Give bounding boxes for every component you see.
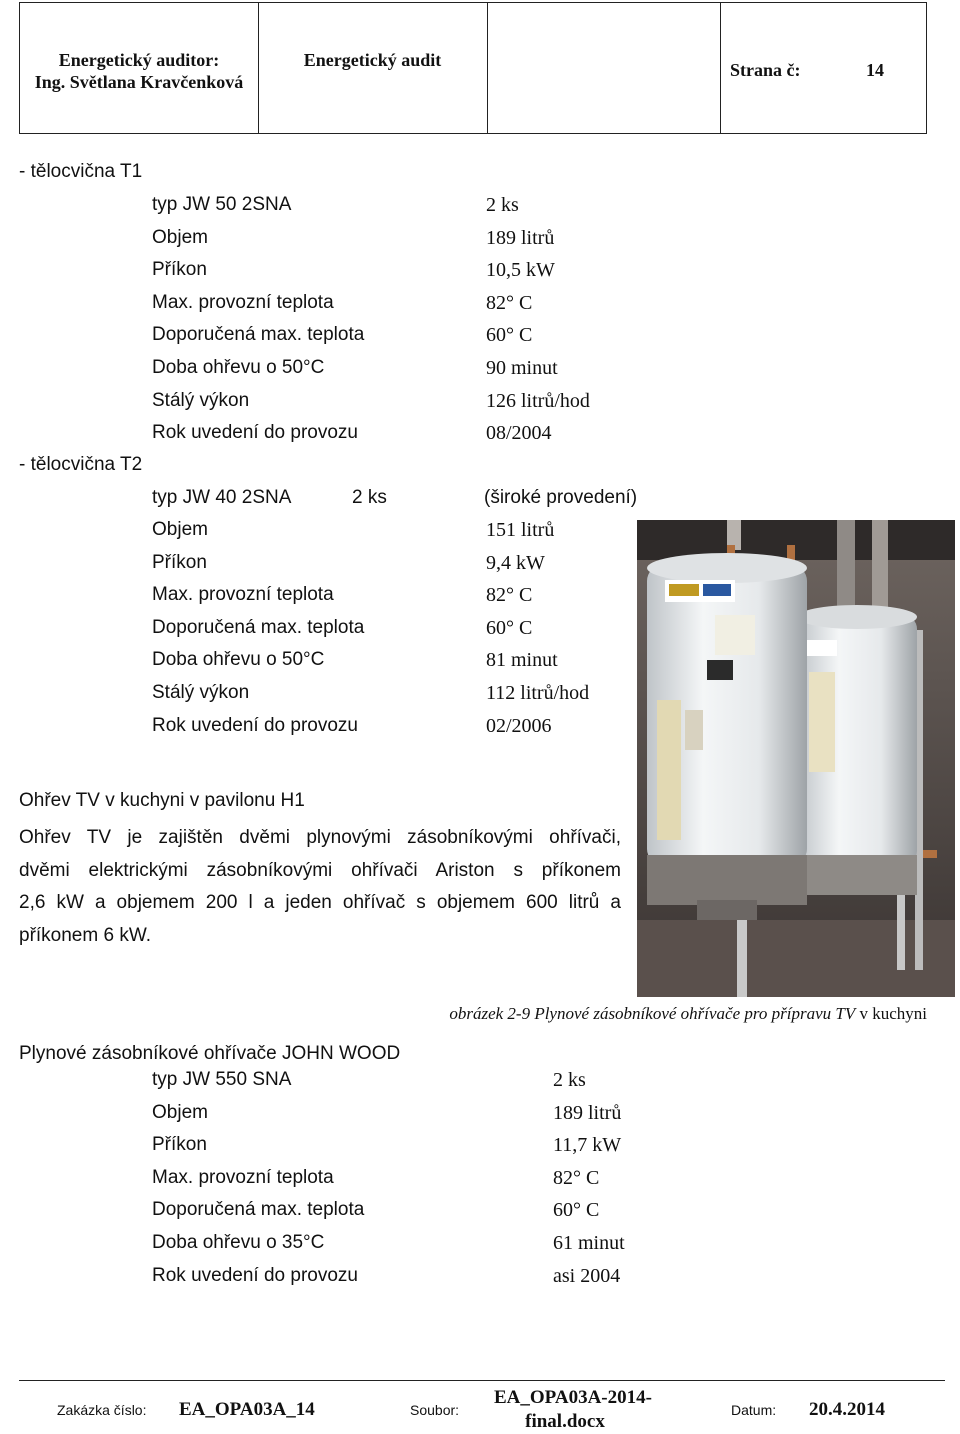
spec-value: 151 litrů [486, 519, 555, 541]
page-label: Strana č: [730, 60, 801, 80]
spec-value: 112 litrů/hod [486, 682, 590, 704]
spec-label: Příkon [152, 1134, 207, 1156]
t2-type-label: typ JW 40 2SNA [152, 487, 292, 508]
spec-label: Max. provozní teplota [152, 291, 334, 313]
section-t2-title: - tělocvična T2 [19, 454, 143, 475]
spec-label: typ JW 50 2SNA [152, 194, 292, 215]
kitchen-heading: Ohřev TV v kuchyni v pavilonu H1 [19, 790, 305, 811]
spec-label: Rok uvedení do provozu [152, 714, 358, 736]
paragraph-line: příkonem 6 kW. [19, 924, 151, 946]
paragraph-line: 2,6 kW a objemem 200 l a jeden ohřívač s objemem 600 litrů a [19, 892, 621, 914]
t2-type-note: (široké provedení) [484, 487, 638, 508]
spec-label: Doba ohřevu o 50°C [152, 649, 325, 671]
spec-value: 60° C [553, 1199, 600, 1222]
section-t1-title: - tělocvična T1 [19, 161, 143, 182]
spec-label: Doba ohřevu o 35°C [152, 1232, 325, 1253]
spec-label: Objem [152, 1101, 208, 1123]
spec-label: Příkon [152, 259, 207, 281]
spec-label: typ JW 550 SNA [152, 1069, 292, 1090]
auditor-label: Energetický auditor: [58, 50, 220, 70]
t2-type-count: 2 ks [352, 487, 387, 508]
spec-value: 82° C [486, 584, 533, 607]
page-header [19, 2, 927, 134]
spec-label: Rok uvedení do provozu [152, 422, 358, 444]
spec-label: Rok uvedení do provozu [152, 1264, 358, 1286]
spec-label: Objem [152, 226, 208, 248]
spec-label: Doporučená max. teplota [152, 324, 365, 346]
spec-label: Doporučená max. teplota [152, 616, 365, 638]
spec-value: 10,5 kW [486, 259, 555, 282]
spec-value: 11,7 kW [553, 1134, 622, 1157]
water-heaters-photo [637, 520, 955, 997]
spec-label: Objem [152, 519, 208, 540]
kitchen-paragraph [19, 822, 621, 952]
spec-value: 60° C [486, 616, 533, 639]
footer-order-label: Zakázka číslo: [57, 1402, 147, 1418]
spec-value: 02/2006 [486, 714, 552, 737]
spec-value: 189 litrů [553, 1101, 622, 1124]
paragraph-line: dvěmi elektrickými zásobníkovými ohřívači Ariston s příkonem [19, 859, 621, 881]
auditor-name: Ing. Světlana Kravčenková [34, 72, 244, 92]
caption-suffix: v kuchyni [855, 1004, 927, 1023]
footer-file-label: Soubor: [410, 1402, 460, 1418]
spec-value: 2 ks [486, 194, 519, 216]
spec-label: Stálý výkon [152, 389, 250, 411]
spec-value: 90 minut [486, 357, 558, 379]
spec-value: 189 litrů [486, 226, 555, 249]
footer-file-value-line: EA_OPA03A-2014- [494, 1387, 652, 1408]
spec-label: Příkon [152, 551, 207, 573]
header-divider [487, 3, 488, 133]
photo-illustration [637, 520, 955, 997]
spec-value: 08/2004 [486, 422, 552, 445]
spec-value: 81 minut [486, 649, 558, 672]
spec-label: Max. provozní teplota [152, 584, 334, 606]
page-number: 14 [866, 60, 884, 80]
spec-value: 2 ks [553, 1069, 586, 1091]
spec-value: 60° C [486, 324, 533, 347]
paragraph-line: Ohřev TV je zajištěn dvěmi plynovými zásobníkovými ohřívači, [19, 827, 621, 848]
caption-prefix: obrázek 2-9 [449, 1004, 535, 1023]
spec-label: Doporučená max. teplota [152, 1199, 365, 1221]
john-wood-title: Plynové zásobníkové ohřívače JOHN WOOD [19, 1043, 401, 1064]
spec-label: Doba ohřevu o 50°C [152, 357, 325, 378]
spec-value: 61 minut [553, 1232, 625, 1254]
doc-title: Energetický audit [303, 50, 442, 70]
footer-date-label: Datum: [731, 1402, 777, 1418]
footer-rule [19, 1380, 945, 1381]
spec-value: 82° C [553, 1166, 600, 1189]
auditor-block [20, 49, 258, 93]
figure-caption [449, 1004, 927, 1024]
spec-label: Max. provozní teplota [152, 1166, 334, 1188]
spec-value: asi 2004 [553, 1264, 621, 1287]
footer-file-value-line: final.docx [525, 1411, 605, 1432]
caption-italic: Plynové zásobníkové ohřívače pro přípravu TV [534, 1004, 856, 1023]
spec-label: Stálý výkon [152, 682, 250, 703]
spec-value: 82° C [486, 291, 533, 314]
footer-order-value: EA_OPA03A_14 [179, 1399, 315, 1420]
spec-value: 126 litrů/hod [486, 389, 590, 412]
spec-value: 9,4 kW [486, 551, 545, 574]
footer-date-value: 20.4.2014 [809, 1399, 885, 1420]
